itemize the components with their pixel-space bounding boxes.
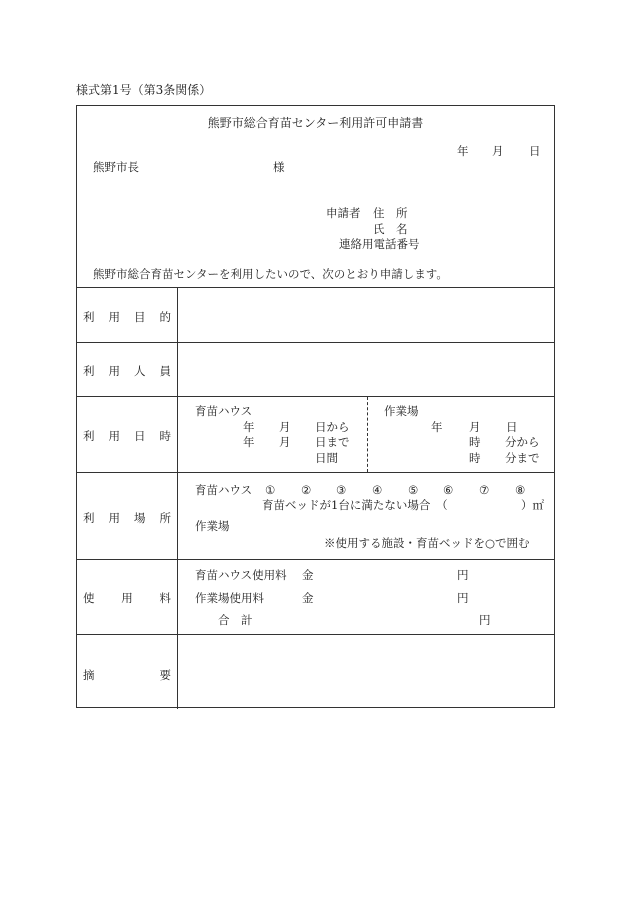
row-label-remarks: 摘 要 (83, 668, 171, 682)
row-label-fee: 使 用 料 (83, 591, 171, 605)
column-divider (177, 287, 178, 709)
row-label-datetime: 利 用 日 時 (83, 429, 171, 443)
application-form (76, 105, 555, 708)
dt-gh-until: 日まで (315, 435, 350, 449)
fee-workshop-label: 作業場使用料 (195, 591, 264, 605)
circle-note: ※使用する施設・育苗ベッドを○で囲む (324, 536, 530, 550)
dt-gh-month-2: 月 (279, 435, 291, 449)
applicant-phone-label: 連絡用電話番号 (339, 237, 420, 251)
greenhouse-number-8: ⑧ (515, 483, 526, 497)
dt-ws-year: 年 (431, 420, 443, 434)
row-label-place: 利 用 場 所 (83, 511, 171, 525)
form-title: 熊野市総合育苗センター利用許可申請書 (207, 116, 424, 130)
date-day-label: 日 (529, 144, 541, 158)
bed-unit: ）㎡ (521, 498, 544, 512)
fee-workshop-yen: 円 (457, 591, 469, 605)
dt-ws-hour-2: 時 (469, 451, 481, 465)
dt-gh-days: 日間 (315, 451, 338, 465)
greenhouse-number-5: ⑤ (408, 483, 419, 497)
greenhouse-number-2: ② (301, 483, 312, 497)
dt-ws-min-from: 分から (505, 435, 540, 449)
greenhouse-number-4: ④ (372, 483, 383, 497)
greenhouse-number-7: ⑦ (479, 483, 490, 497)
fee-greenhouse-yen: 円 (457, 568, 469, 582)
fee-greenhouse-label: 育苗ハウス使用料 (195, 568, 287, 582)
dt-gh-year-1: 年 (243, 420, 255, 434)
row-divider (77, 559, 554, 560)
row-divider (77, 287, 554, 288)
row-divider (77, 472, 554, 473)
form-reference: 様式第1号（第3条関係） (76, 83, 212, 97)
dt-ws-day: 日 (506, 420, 518, 434)
date-year-label: 年 (457, 144, 469, 158)
fee-workshop-kin: 金 (302, 591, 314, 605)
dt-workshop-label: 作業場 (384, 404, 419, 418)
applicant-name-label: 氏 名 (373, 222, 408, 236)
addressee-honorific: 様 (273, 160, 285, 174)
dt-gh-month-1: 月 (279, 420, 291, 434)
fee-total-yen: 円 (479, 613, 491, 627)
dt-greenhouse-label: 育苗ハウス (195, 404, 253, 418)
fee-greenhouse-kin: 金 (302, 568, 314, 582)
dt-ws-hour-1: 時 (469, 435, 481, 449)
row-divider (77, 634, 554, 635)
applicant-label: 申請者 (326, 206, 361, 220)
greenhouse-number-6: ⑥ (443, 483, 454, 497)
place-workshop-label: 作業場 (195, 519, 230, 533)
bed-note: 育苗ベッドが1台に満たない場合 （ (262, 498, 448, 512)
greenhouse-number-1: ① (265, 483, 276, 497)
addressee-name: 熊野市長 (93, 160, 139, 174)
place-greenhouse-label: 育苗ハウス (195, 483, 253, 497)
intro-text: 熊野市総合育苗センターを利用したいので、次のとおり申請します。 (93, 267, 448, 281)
dt-gh-year-2: 年 (243, 435, 255, 449)
row-divider (77, 342, 554, 343)
fee-total-label: 合 計 (218, 613, 253, 627)
greenhouse-number-3: ③ (336, 483, 347, 497)
dt-ws-min-until: 分まで (505, 451, 540, 465)
row-label-purpose: 利 用 目 的 (83, 310, 171, 324)
dt-gh-from: 日から (315, 420, 350, 434)
dt-ws-month: 月 (469, 420, 481, 434)
applicant-address-label: 住 所 (373, 206, 408, 220)
datetime-divider (367, 397, 368, 472)
row-divider (77, 396, 554, 397)
date-month-label: 月 (492, 144, 504, 158)
row-label-persons: 利 用 人 員 (83, 364, 171, 378)
